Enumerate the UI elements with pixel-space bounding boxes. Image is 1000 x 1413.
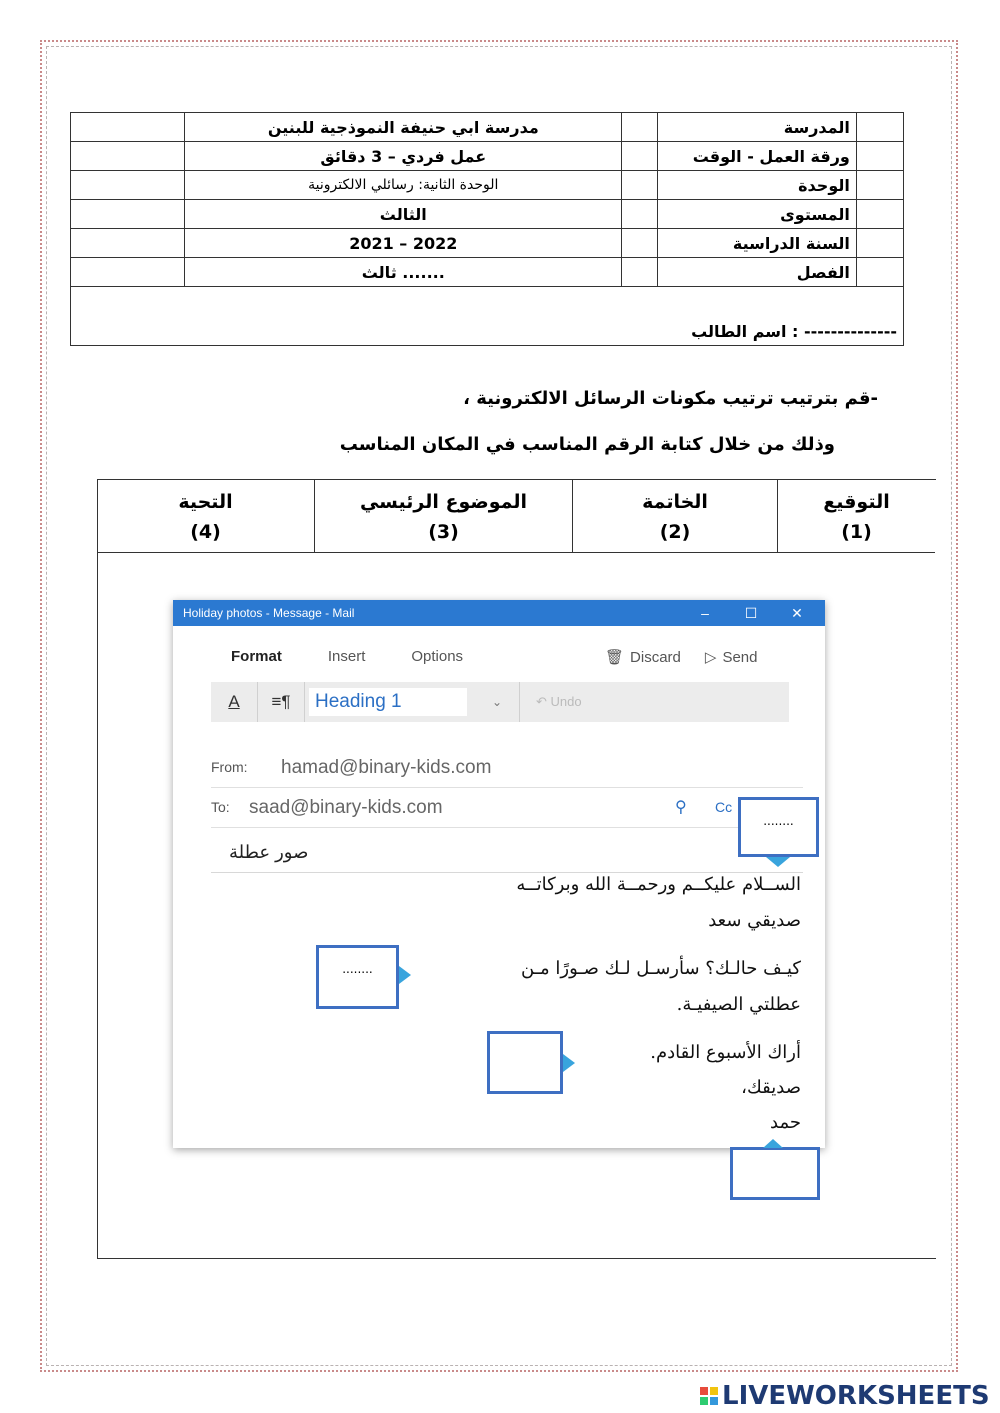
mail-title: Holiday photos - Message - Mail bbox=[183, 606, 355, 620]
info-row-level bbox=[71, 200, 904, 229]
close-icon[interactable]: ✕ bbox=[791, 605, 803, 621]
instruction-line-2: وذلك من خلال كتابة الرقم المناسب في المكان المناسب bbox=[339, 434, 835, 455]
from-row bbox=[211, 755, 803, 788]
pointer-right-icon bbox=[563, 1054, 575, 1072]
info-row-unit bbox=[71, 171, 904, 200]
tab-options[interactable]: Options bbox=[411, 648, 464, 665]
level-value: الثالث bbox=[185, 200, 622, 229]
school-value: مدرسة ابي حنيفة النموذجية للبنين bbox=[185, 113, 622, 142]
send-icon: ▷ bbox=[704, 649, 717, 666]
answer-box-main-topic[interactable]: ........ bbox=[316, 945, 399, 1009]
option-closing bbox=[573, 479, 778, 552]
to-row bbox=[211, 795, 803, 828]
maximize-icon[interactable]: ☐ bbox=[744, 605, 758, 621]
option-greeting-number: (4) bbox=[190, 521, 221, 543]
option-main-topic-number: (3) bbox=[428, 521, 459, 543]
send-button[interactable] bbox=[705, 648, 758, 666]
body-main-1: كيـف حالـك؟ سأرسـل لـك صـورًا مـن bbox=[521, 958, 801, 979]
subject-value[interactable]: صور عطلة bbox=[229, 842, 309, 862]
contact-icon[interactable]: ⚲ bbox=[675, 799, 687, 816]
liveworksheets-text: LIVEWORKSHEETS bbox=[722, 1381, 990, 1411]
worksheet-value: عمل فردي – 3 دقائق bbox=[185, 142, 622, 171]
instruction-line-1: -قم بترتيب ترتيب مكونات الرسائل الالكترونية ، bbox=[463, 388, 878, 409]
option-main-topic-label: الموضوع الرئيسي bbox=[359, 491, 528, 513]
body-greeting: الســلام عليكــم ورحمــة الله وبركاتــه bbox=[516, 874, 801, 895]
liveworksheets-logo bbox=[700, 1381, 990, 1411]
discard-label: Discard bbox=[630, 648, 681, 666]
pointer-down-icon bbox=[766, 857, 790, 867]
tab-insert[interactable]: Insert bbox=[327, 648, 366, 665]
to-label: To: bbox=[211, 799, 230, 815]
info-row-class bbox=[71, 258, 904, 287]
info-table bbox=[70, 112, 904, 346]
unit-label: الوحدة bbox=[658, 171, 856, 200]
answer-box-closing[interactable] bbox=[487, 1031, 563, 1094]
option-signature bbox=[778, 479, 935, 552]
option-closing-number: (2) bbox=[659, 521, 691, 543]
chevron-down-icon[interactable]: ⌄ bbox=[475, 682, 520, 722]
undo-icon: ↶ bbox=[536, 694, 547, 709]
tab-format[interactable]: Format bbox=[231, 648, 282, 665]
unit-value: الوحدة الثانية: رسائلي الالكترونية bbox=[185, 171, 622, 200]
student-name[interactable]: اسم الطالب : -------------- bbox=[71, 287, 904, 346]
year-value: 2021 – 2022 bbox=[185, 229, 622, 258]
body-closing-2: صديقك، bbox=[741, 1077, 801, 1098]
option-greeting-label: التحية bbox=[178, 491, 233, 513]
body-closing-1: أراك الأسبوع القادم. bbox=[650, 1042, 801, 1063]
pointer-right-icon bbox=[399, 966, 411, 984]
worksheet-label: ورقة العمل - الوقت bbox=[658, 142, 856, 171]
format-toolbar bbox=[211, 682, 789, 722]
font-color-icon[interactable]: A bbox=[211, 682, 258, 722]
option-signature-number: (1) bbox=[841, 521, 872, 543]
undo-label: Undo bbox=[550, 694, 582, 709]
level-label: المستوى bbox=[658, 200, 856, 229]
subject-row bbox=[211, 836, 803, 873]
undo-button[interactable] bbox=[536, 694, 582, 710]
info-row-year bbox=[71, 229, 904, 258]
year-label: السنة الدراسية bbox=[658, 229, 856, 258]
paragraph-icon[interactable]: ≡¶ bbox=[258, 682, 305, 722]
body-signature: حمد bbox=[770, 1112, 801, 1133]
class-label: الفصل bbox=[658, 258, 856, 287]
pointer-up-icon bbox=[763, 1139, 783, 1148]
answer-box-signature[interactable] bbox=[730, 1147, 820, 1200]
style-select[interactable]: Heading 1 bbox=[309, 688, 467, 716]
liveworksheets-icon bbox=[700, 1387, 718, 1405]
minimize-icon[interactable]: – bbox=[701, 605, 709, 621]
option-greeting bbox=[97, 479, 315, 552]
mail-tabs bbox=[231, 648, 509, 665]
school-label: المدرسة bbox=[658, 113, 856, 142]
answer-box-greeting[interactable]: ........ bbox=[738, 797, 819, 857]
mail-titlebar bbox=[173, 600, 825, 626]
from-label: From: bbox=[211, 759, 248, 775]
trash-icon: 🗑 bbox=[605, 649, 625, 666]
info-row-school bbox=[71, 113, 904, 142]
info-row-worksheet bbox=[71, 142, 904, 171]
options-header bbox=[97, 479, 935, 553]
cc-label[interactable]: Cc bbox=[715, 799, 733, 815]
send-label: Send bbox=[722, 648, 758, 666]
from-value: hamad@binary-kids.com bbox=[281, 757, 492, 778]
discard-button[interactable] bbox=[605, 648, 681, 666]
option-main-topic bbox=[315, 479, 573, 552]
body-main-2: عطلتي الصيفيـة. bbox=[676, 994, 801, 1015]
option-closing-label: الخاتمة bbox=[642, 491, 708, 513]
body-addressee: صديقي سعد bbox=[708, 910, 801, 931]
option-signature-label: التوقيع bbox=[823, 491, 890, 513]
class-value: ثالث ....... bbox=[185, 258, 622, 287]
to-value[interactable]: saad@binary-kids.com bbox=[249, 797, 443, 818]
mail-actions bbox=[605, 648, 782, 666]
info-row-student bbox=[71, 287, 904, 346]
